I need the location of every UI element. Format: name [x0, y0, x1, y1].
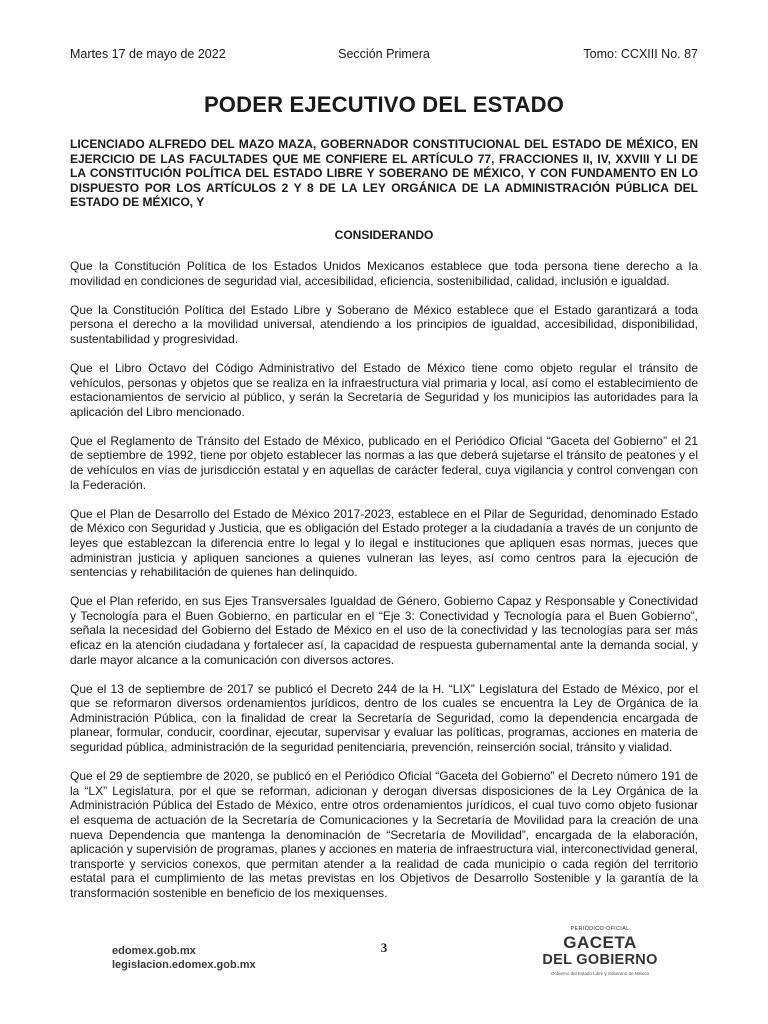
logo-subtitle: Gobierno del Estado Libre y Soberano de México: [550, 971, 650, 976]
logo-del-gobierno: DEL GOBIERNO: [542, 952, 658, 968]
paragraph: Que la Constitución Política del Estado Libre y Soberano de México establece que el Estado garantizará a toda persona el derecho a la movilidad universal, atendiendo a los principios de igualdad, accesibilidad, disponibilidad, sustentabilidad y progresividad.: [70, 302, 698, 346]
header-section: Sección Primera: [338, 47, 430, 61]
gaceta-logo: [540, 926, 660, 1000]
footer-link-edomex[interactable]: edomex.gob.mx: [112, 945, 196, 957]
considerando-heading: CONSIDERANDO: [334, 228, 434, 242]
paragraph: Que el Libro Octavo del Código Administrativo del Estado de México tiene como objeto regular el tránsito de vehículos, personas y objetos que se realiza en la infraestructura vial primaria y local, así como el establecimiento de estacionamientos de servicio al público, y serán la Secretaría de Seguridad y los municipios las autoridades para la aplicación del Libro mencionado.: [70, 360, 698, 419]
paragraph: Que el Plan de Desarrollo del Estado de México 2017-2023, establece en el Pilar de Seguridad, denominado Estado de México con Seguridad y Justicia, que es obligación del Estado proteger a la ciudadanía a través de un conjunto de leyes que establezcan la diferencia entre lo legal y lo ilegal e instituciones que apliquen esas normas, jueces que administran justicia y apliquen sanciones a quienes vulneran las leyes, así como centros para la ejecución de sentencias y rehabilitación de quienes han delinquido.: [70, 506, 698, 580]
intro-paragraph: LICENCIADO ALFREDO DEL MAZO MAZA, GOBERNADOR CONSTITUCIONAL DEL ESTADO DE MÉXICO, EN EJERCICIO DE LAS FACULTADES QUE ME CONFIERE EL ARTÍCULO 77, FRACCIONES II, IV, XXVIII Y LI DE LA CONSTITUCIÓN POLÍTICA DEL ESTADO LIBRE Y SOBERANO DE MÉXICO, Y CON FUNDAMENTO EN LO DISPUESTO POR LOS ARTÍCULOS 2 Y 8 DE LA LEY ORGÁNICA DE LA ADMINISTRACIÓN PÚBLICA DEL ESTADO DE MÉXICO, Y: [70, 137, 698, 210]
document-title: PODER EJECUTIVO DEL ESTADO: [203, 92, 565, 117]
header-tome: Tomo: CCXIII No. 87: [583, 47, 698, 61]
paragraph: Que el Reglamento de Tránsito del Estado de México, publicado en el Periódico Oficial “Gaceta del Gobierno” el 21 de septiembre de 1992, tiene por objeto establecer las normas a las que deberá sujetarse el tránsito de peatones y el de vehículos en vías de jurisdicción estatal y en aquellas de carácter federal, cuya vigilancia y control convengan con la Federación.: [70, 433, 698, 492]
page-header: [70, 46, 698, 62]
considerando-body: [70, 259, 698, 915]
paragraph: Que el 29 de septiembre de 2020, se publicó en el Periódico Oficial “Gaceta del Gobierno” el Decreto número 191 de la “LX” Legislatura, por el que se reforman, adicionan y derogan diversas disposiciones de la Ley Orgánica de la Administración Pública del Estado de México, entre otros ordenamientos jurídicos, el cual tuvo como objeto fusionar el esquema de actuación de la Secretaría de Comunicaciones y la Secretaría de Movilidad para la creación de una nueva Dependencia que mantenga la denominación de “Secretaría de Movilidad”, encargada de la elaboración, aplicación y supervisión de programas, planes y acciones en materia de infraestructura vial, interconectividad general, transporte y servicios conexos, que permitan atender a la realidad de cada municipio o cada región del territorio estatal para el cumplimiento de las metas previstas en los Objetivos de Desarrollo Sostenible y la garantía de la transformación sostenible en beneficio de los mexiquenses.: [70, 769, 698, 900]
paragraph: Que el 13 de septiembre de 2017 se publicó el Decreto 244 de la H. “LIX” Legislatura del Estado de México, por el que se reformaron diversos ordenamientos jurídicos, dentro de los cuales se encuentra la Ley de Orgánica de la Administración Pública, con la finalidad de crear la Secretaría de Seguridad, como la dependencia encargada de planear, formular, conducir, coordinar, ejecutar, supervisar y evaluar las políticas, programas, acciones en materia de seguridad pública, administración de la seguridad penitenciaria, prevención, reinserción social, tránsito y vialidad.: [70, 681, 698, 755]
paragraph: Que la Constitución Política de los Estados Unidos Mexicanos establece que toda persona tiene derecho a la movilidad en condiciones de seguridad vial, accesibilidad, eficiencia, sostenibilidad, calidad, inclusión e igualdad.: [70, 259, 698, 288]
page-number: 3: [380, 940, 388, 955]
logo-periodico-oficial: PERIÓDICO OFICIAL: [570, 926, 630, 932]
page-footer: [0, 926, 768, 1010]
header-date: Martes 17 de mayo de 2022: [70, 47, 226, 61]
paragraph: Que el Plan referido, en sus Ejes Transversales Igualdad de Género, Gobierno Capaz y Responsable y Conectividad y Tecnología para el Buen Gobierno, en particular en el “Eje 3: Conectividad y Tecnología para el Buen Gobierno”, señala la necesidad del Gobierno del Estado de México en el uso de la conectividad y las tecnologías para ser más eficaz en la atención ciudadana y fortalecer así, la capacidad de respuesta gubernamental ante la demanda social, y darle mayor alcance a la comunicación con diversos actores.: [70, 594, 698, 667]
footer-link-legislacion[interactable]: legislacion.edomex.gob.mx: [112, 959, 256, 971]
logo-gaceta: GACETA: [563, 933, 637, 952]
